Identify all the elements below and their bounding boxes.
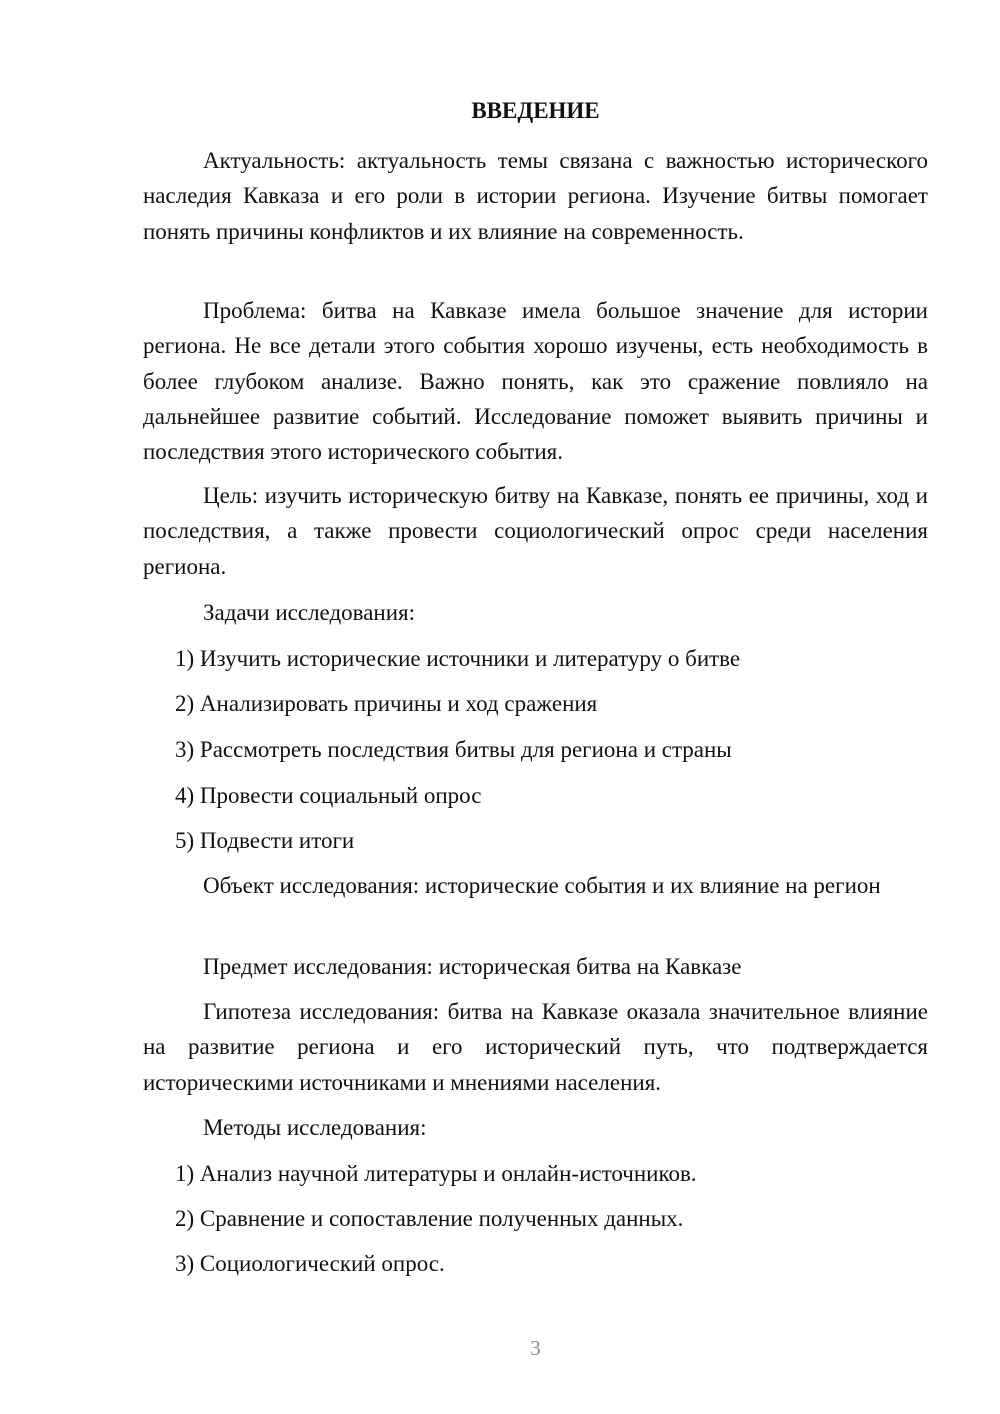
- object-paragraph: Объект исследования: исторические события и их влияние на регион: [203, 873, 881, 898]
- problem-paragraph: Проблема: битва на Кавказе имела большое значение для истории региона. Не все детали этого события хорошо изучены, есть необходимость в более глубоком анализе. Важно понять, как это сражение повлияло на дальнейшее развитие событий. Исследование поможет выявить причины и последствия этого исторического события.: [143, 298, 928, 465]
- hypothesis-paragraph: Гипотеза исследования: битва на Кавказе оказала значительное влияние на развитие региона и его исторический путь, что подтверждается историческими источниками и мнениями населения.: [143, 999, 928, 1095]
- tasks-heading: Задачи исследования:: [203, 600, 416, 625]
- task-item: 3) Рассмотреть последствия битвы для региона и страны: [175, 737, 732, 762]
- task-item: 5) Подвести итоги: [175, 828, 355, 853]
- subject-paragraph: Предмет исследования: историческая битва на Кавказе: [203, 954, 742, 979]
- method-item: 2) Сравнение и сопоставление полученных данных.: [175, 1206, 684, 1231]
- relevance-paragraph: Актуальность: актуальность темы связана с важностью исторического наследия Кавказа и его роли в истории региона. Изучение битвы помогает понять причины конфликтов и их влияние на современность.: [143, 148, 928, 244]
- task-item: 4) Провести социальный опрос: [175, 783, 482, 808]
- method-item: 1) Анализ научной литературы и онлайн-источников.: [175, 1161, 697, 1186]
- page-number: 3: [530, 1336, 541, 1360]
- methods-heading: Методы исследования:: [203, 1115, 427, 1140]
- section-title: ВВЕДЕНИЕ: [471, 98, 600, 123]
- method-item: 3) Социологический опрос.: [175, 1251, 445, 1276]
- task-item: 2) Анализировать причины и ход сражения: [175, 691, 598, 716]
- task-item: 1) Изучить исторические источники и литературу о битве: [175, 646, 741, 671]
- goal-paragraph: Цель: изучить историческую битву на Кавказе, понять ее причины, ход и последствия, а также провести социологический опрос среди населения региона.: [143, 483, 928, 579]
